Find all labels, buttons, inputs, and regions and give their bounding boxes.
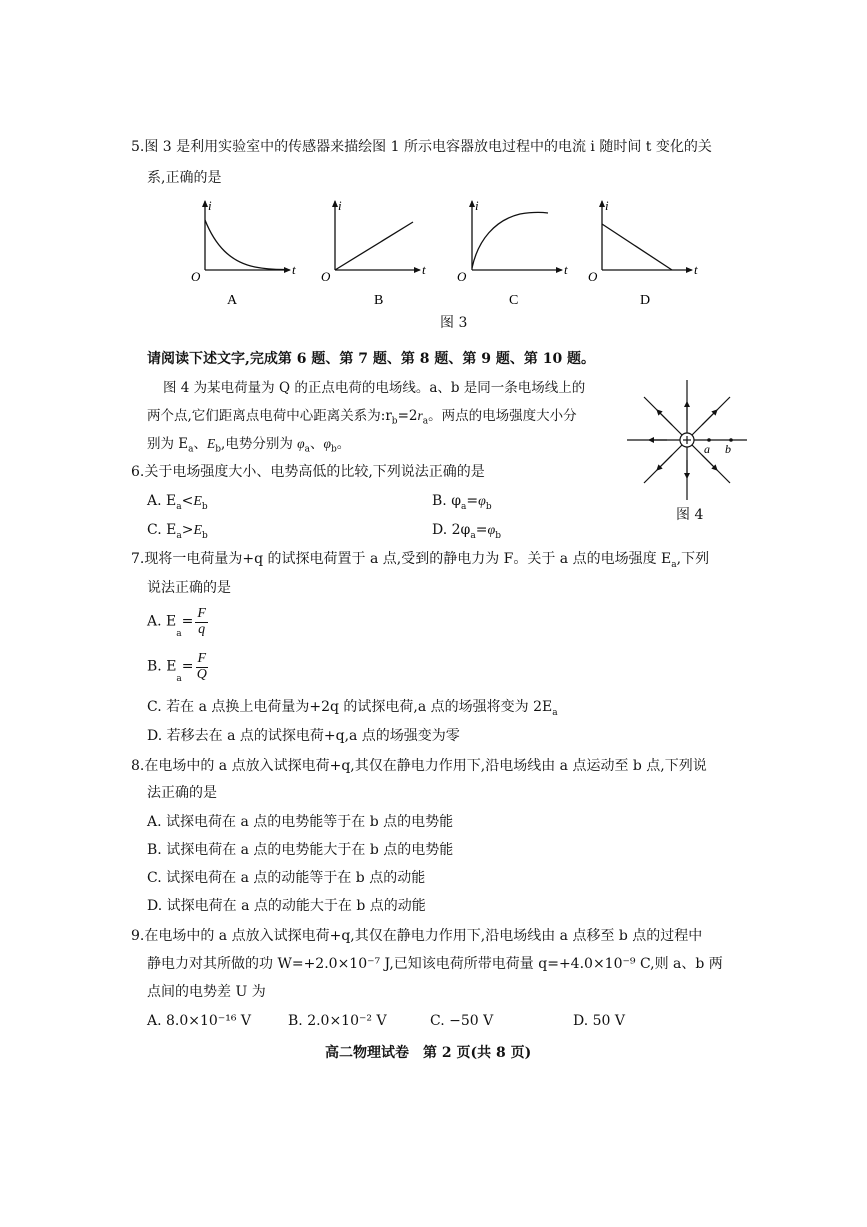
q9-stem-line2: 静电力对其所做的功 W=+2.0×10⁻⁷ J,已知该电荷所带电荷量 q=+4.0×10⁻⁹ C,则 a、b 两 [147,956,723,972]
q9-option-b: B. 2.0×10⁻² V [288,1013,387,1029]
passage-line1: 图 4 为某电荷量为 Q 的正点电荷的电场线。a、b 是同一条电场线上的 [163,380,586,396]
q9-stem-line1: 9.在电场中的 a 点放入试探电荷+q,其仅在静电力作用下,沿电场线由 a 点移至 b 点的过程中 [131,928,703,944]
graph-a [205,201,290,270]
graph-a-label: A [227,293,238,308]
q8-option-d: D. 试探电荷在 a 点的动能大于在 b 点的动能 [147,898,426,914]
q6-option-b: B. $\varphi_a=\varphi_b$ [432,493,492,512]
q7-stem-line1: 7.现将一电荷量为+q 的试探电荷置于 a 点,受到的静电力为 F。关于 a 点的电场强度 $E_a$,下列 [131,551,710,570]
q6-option-a: A. $E_a<E_b$ [147,493,208,512]
q8-option-c: C. 试探电荷在 a 点的动能等于在 b 点的动能 [147,870,426,886]
graph-c-label: C [509,293,519,308]
passage-line3: 别为 $E_a$、$E_b$,电势分别为 $\varphi_a$、$\varphi_b$。 [147,436,351,455]
figure-4-caption: 图 4 [676,507,704,523]
graph-d-origin: O [588,269,598,284]
q9-stem-line3: 点间的电势差 U 为 [147,984,266,1000]
graph-b-origin: O [321,269,331,284]
q7-option-a: A. $E_a=$ $\frac{F}{q}$ [147,606,206,640]
graph-c-origin: O [457,269,467,284]
graph-b-t-label: t [422,262,426,277]
graph-d-i-label: i [605,198,609,213]
graph-a-t-label: t [292,262,296,277]
q6-option-c: C. $E_a>E_b$ [147,522,208,541]
fig4-label-b: b [725,442,731,456]
graph-c-t-label: t [564,262,568,277]
q7-option-d: D. 若移去在 a 点的试探电荷+q,a 点的场强变为零 [147,728,460,744]
q8-option-a: A. 试探电荷在 a 点的电势能等于在 b 点的电势能 [147,814,454,830]
graph-d-label: D [640,293,651,308]
graph-d [602,201,692,270]
graph-a-origin: O [191,269,201,284]
figure-3-caption: 图 3 [440,315,468,331]
q6-option-d: D. $2\varphi_a=\varphi_b$ [432,522,501,541]
graph-b-label: B [374,293,384,308]
reading-instruction: 请阅读下述文字,完成第 6 题、第 7 题、第 8 题、第 9 题、第 10 题。 [147,351,596,367]
q8-stem-line2: 法正确的是 [147,785,217,801]
graph-b [335,201,420,270]
graph-c-i-label: i [475,198,479,213]
q5-stem-line1: 5.图 3 是利用实验室中的传感器来描绘图 1 所示电容器放电过程中的电流 i 随时间 t 变化的关 [131,139,712,155]
q9-option-a: A. 8.0×10⁻¹⁶ V [147,1013,251,1029]
graph-d-t-label: t [694,262,698,277]
q5-stem-line2: 系,正确的是 [147,170,222,186]
q6-stem: 6.关于电场强度大小、电势高低的比较,下列说法正确的是 [131,464,485,480]
page-footer: 高二物理试卷 第 2 页(共 8 页) [325,1045,532,1061]
q7-option-b: B. $E_a=$ $\frac{F}{Q}$ [147,651,207,685]
q8-option-b: B. 试探电荷在 a 点的电势能大于在 b 点的电势能 [147,842,454,858]
q7-option-c: C. 若在 a 点换上电荷量为+2q 的试探电荷,a 点的场强将变为 $2E_a$ [147,699,558,718]
q8-stem-line1: 8.在电场中的 a 点放入试探电荷+q,其仅在静电力作用下,沿电场线由 a 点运动至 b 点,下列说 [131,758,707,774]
graph-b-i-label: i [338,198,342,213]
figure-4-field-lines [627,380,747,500]
q9-option-c: C. −50 V [430,1013,494,1029]
passage-line2: 两个点,它们距离点电荷中心距离关系为$:r_b=2r_a$。两点的电场强度大小分 [147,408,577,427]
graph-c [472,201,562,270]
graph-a-i-label: i [208,198,212,213]
q9-option-d: D. 50 V [573,1013,626,1029]
q7-stem-line2: 说法正确的是 [147,580,231,596]
fig4-label-a: a [704,442,710,456]
